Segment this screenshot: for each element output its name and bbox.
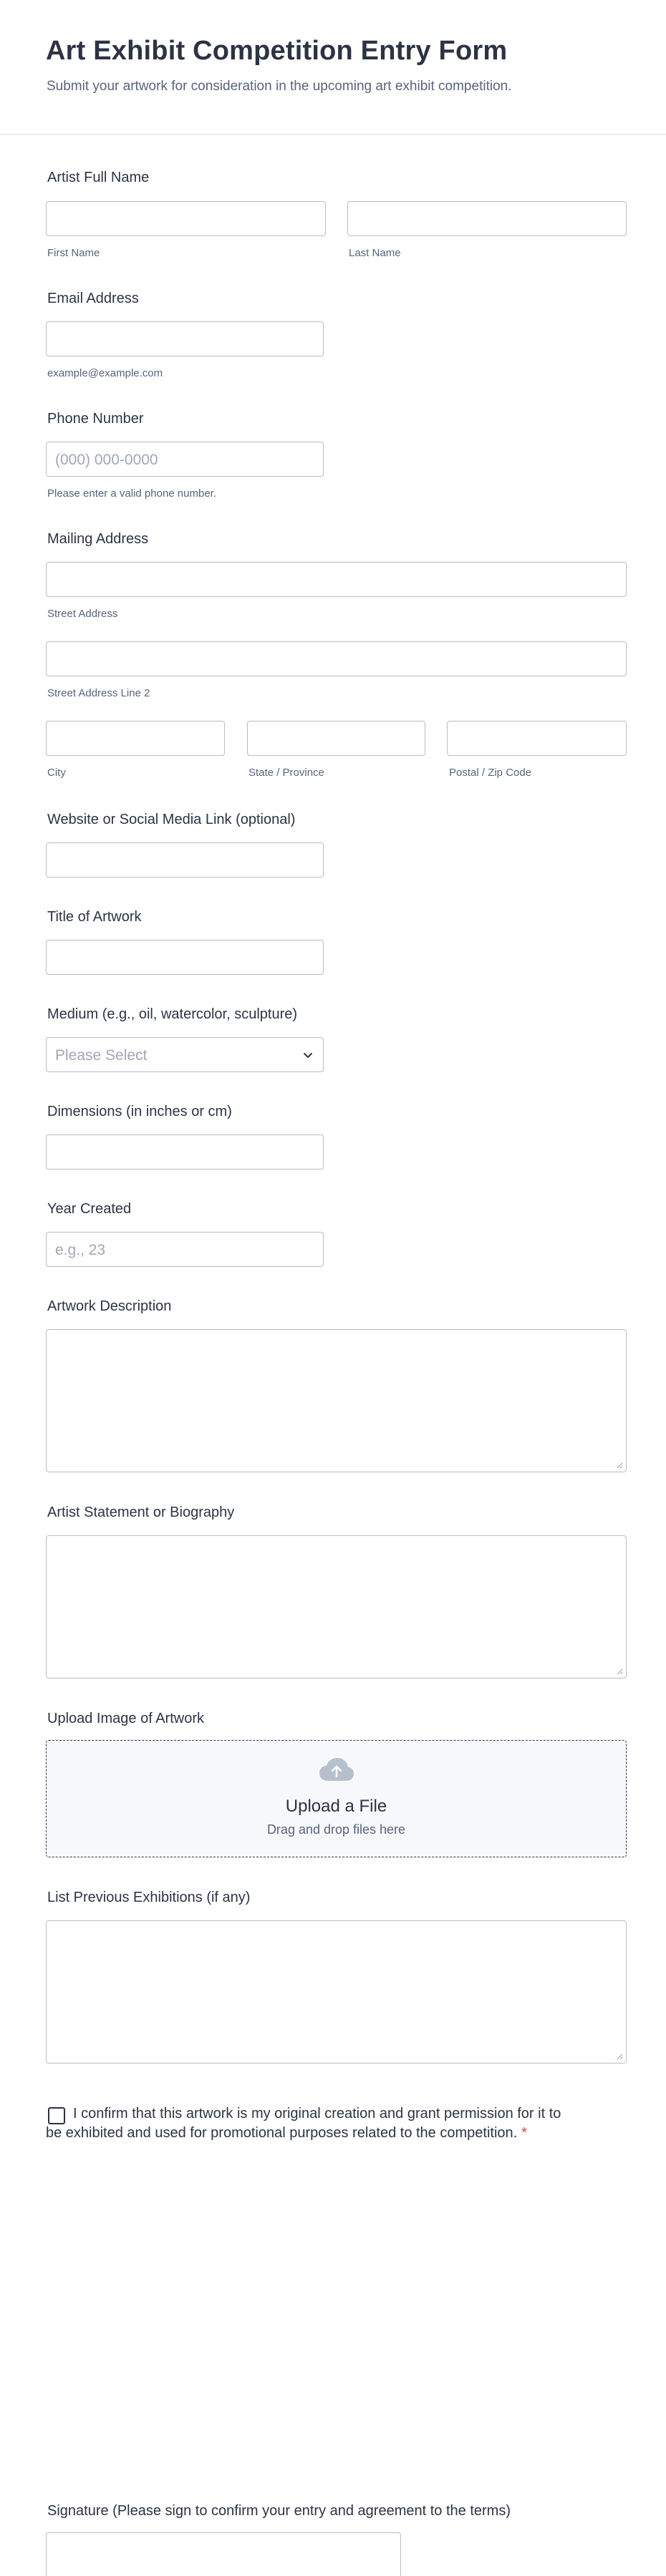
year-input[interactable] xyxy=(46,1232,324,1267)
artist-name-label: Artist Full Name xyxy=(47,170,150,185)
form-header xyxy=(0,0,666,135)
email-input[interactable] xyxy=(46,321,324,356)
email-sublabel: example@example.com xyxy=(47,367,163,379)
resize-handle-icon[interactable] xyxy=(616,2053,623,2060)
website-input[interactable] xyxy=(46,842,324,878)
artwork-title-label: Title of Artwork xyxy=(47,909,142,925)
file-upload-dropzone[interactable] xyxy=(46,1740,627,1857)
description-label: Artwork Description xyxy=(47,1298,172,1314)
exhibitions-label: List Previous Exhibitions (if any) xyxy=(47,1890,251,1905)
chevron-down-icon xyxy=(303,1050,313,1060)
first-name-input[interactable] xyxy=(46,201,326,236)
upload-title: Upload a File xyxy=(285,1797,387,1816)
statement-label: Artist Statement or Biography xyxy=(47,1505,235,1520)
dimensions-label: Dimensions (in inches or cm) xyxy=(47,1104,232,1119)
state-sublabel: State / Province xyxy=(248,767,324,779)
phone-placeholder: (000) 000-0000 xyxy=(55,452,158,468)
last-name-sublabel: Last Name xyxy=(349,247,401,259)
email-label: Email Address xyxy=(47,291,139,306)
city-input[interactable] xyxy=(46,721,225,756)
street-address-sublabel: Street Address xyxy=(47,608,118,620)
year-label: Year Created xyxy=(47,1201,132,1217)
address-label: Mailing Address xyxy=(47,531,149,547)
signature-pad[interactable] xyxy=(46,2532,401,2576)
state-input[interactable] xyxy=(247,721,425,756)
form-subtitle: Submit your artwork for consideration in the upcoming art exhibit competition. xyxy=(47,79,512,94)
artwork-title-input[interactable] xyxy=(46,940,324,975)
street-address-line2-input[interactable] xyxy=(46,641,627,676)
required-asterisk: * xyxy=(521,2125,527,2141)
zip-sublabel: Postal / Zip Code xyxy=(449,767,532,779)
year-placeholder: e.g., 23 xyxy=(55,1242,106,1258)
description-textarea[interactable] xyxy=(46,1329,627,1472)
upload-subtitle: Drag and drop files here xyxy=(266,1822,406,1837)
street-address-input[interactable] xyxy=(46,562,627,597)
phone-input[interactable] xyxy=(46,442,324,477)
website-label: Website or Social Media Link (optional) xyxy=(47,812,296,827)
medium-selected-value: Please Select xyxy=(55,1047,148,1064)
exhibitions-textarea[interactable] xyxy=(46,1920,627,2064)
phone-sublabel: Please enter a valid phone number. xyxy=(47,487,216,500)
last-name-input[interactable] xyxy=(347,201,627,236)
medium-select[interactable] xyxy=(46,1037,324,1072)
first-name-sublabel: First Name xyxy=(47,247,100,259)
consent-text xyxy=(46,2104,561,2143)
phone-label: Phone Number xyxy=(47,411,144,427)
resize-handle-icon[interactable] xyxy=(616,1668,623,1675)
form-title: Art Exhibit Competition Entry Form xyxy=(46,36,508,66)
medium-label: Medium (e.g., oil, watercolor, sculpture) xyxy=(47,1006,298,1022)
zip-input[interactable] xyxy=(447,721,627,756)
consent-label: I confirm that this artwork is my original creation and grant permission for it to be exhibited and used for promotional purposes related to the competition. xyxy=(46,2106,561,2141)
cloud-upload-icon xyxy=(319,1756,354,1782)
street-address-line2-sublabel: Street Address Line 2 xyxy=(47,687,150,699)
city-sublabel: City xyxy=(47,767,66,779)
resize-handle-icon[interactable] xyxy=(616,1462,623,1469)
signature-label: Signature (Please sign to confirm your entry and agreement to the terms) xyxy=(47,2503,511,2519)
statement-textarea[interactable] xyxy=(46,1535,627,1678)
upload-label: Upload Image of Artwork xyxy=(47,1711,204,1726)
dimensions-input[interactable] xyxy=(46,1134,324,1170)
